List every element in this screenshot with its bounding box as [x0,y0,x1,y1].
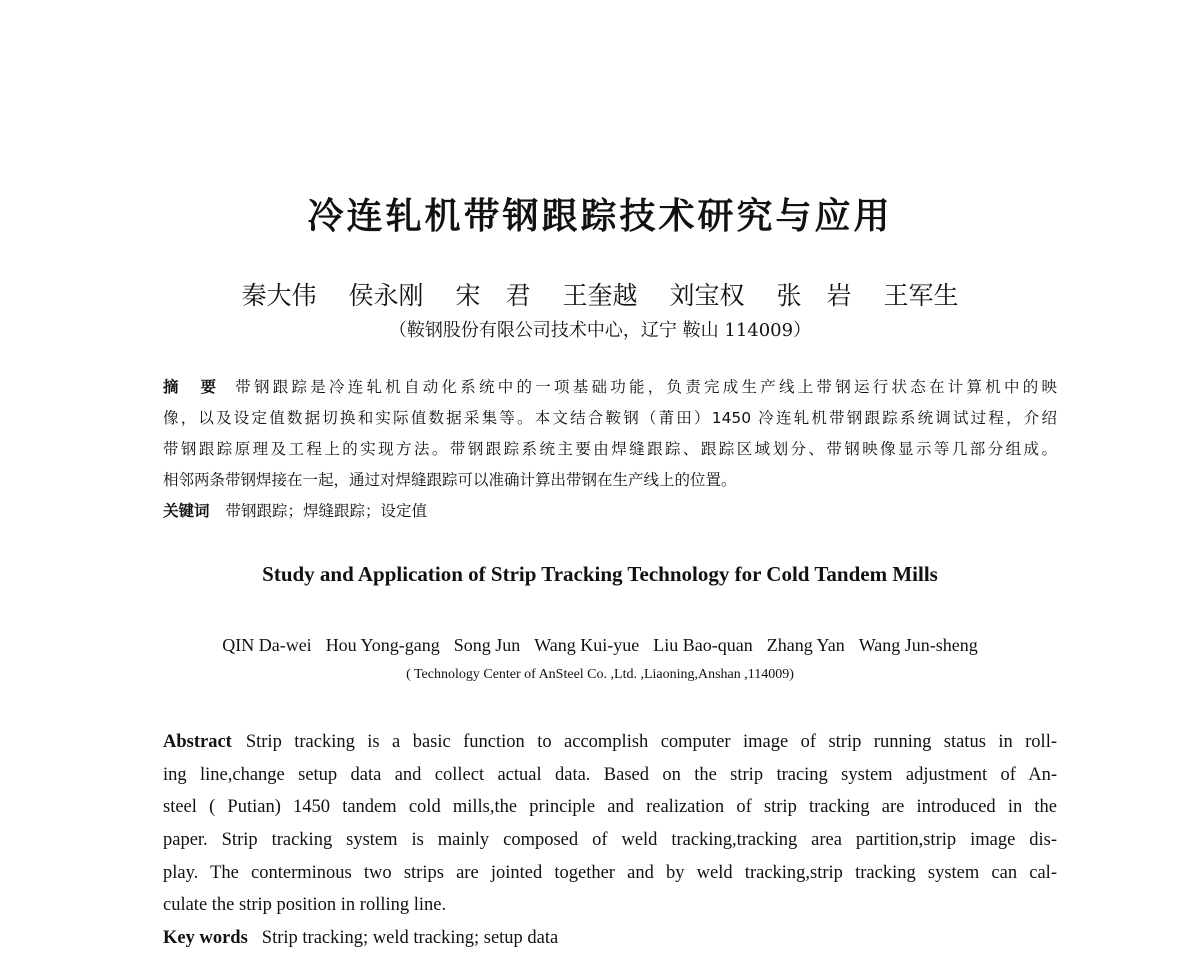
abstract-line: 带钢跟踪原理及工程上的实现方法。带钢跟踪系统主要由焊缝跟踪、跟踪区域划分、带钢映像显示等几部分组成。 [163,440,1057,458]
abstract-line: 像，以及设定值数据切换和实际值数据采集等。本文结合鞍钢（莆田）1450 冷连轧机带钢跟踪系统调试过程，介绍 [163,409,1057,427]
abstract-line: play. The conterminous two strips are jointed together and by weld tracking,strip tracking system can cal- [163,862,1057,883]
author: 刘宝权 [669,281,745,310]
authors-cn [0,276,1200,312]
keywords-label-en: Key words [163,928,248,949]
author: 侯永刚 [348,281,424,310]
affiliation-cn: （鞍钢股份有限公司技术中心，辽宁 鞍山 114009） [388,320,812,341]
author: 张 岩 [776,281,852,310]
author: 王奎越 [562,281,638,310]
paper-title-en: Study and Application of Strip Tracking Technology for Cold Tandem Mills [262,562,938,586]
abstract-cn [163,372,1057,527]
abstract-line: 相邻两条带钢焊接在一起，通过对焊缝跟踪可以准确计算出带钢在生产线上的位置。 [163,471,737,489]
author: 王军生 [883,281,959,310]
author: 宋 君 [455,281,531,310]
keywords-text-en: Strip tracking; weld tracking; setup data [261,928,559,949]
author: QIN Da-wei [222,635,312,655]
abstract-label-cn: 摘 要 [163,378,220,396]
abstract-line: ing line,change setup data and collect actual data. Based on the strip tracing system adjustment of An- [163,764,1057,785]
abstract-label-en: Abstract [163,732,232,752]
abstract-line: steel ( Putian) 1450 tandem cold mills,the principle and realization of strip tracking are introduced in the [163,797,1057,818]
keywords-cn [163,496,1057,527]
authors-en [0,635,1200,656]
abstract-line: paper. Strip tracking system is mainly composed of weld tracking,tracking area partition,strip image dis- [163,830,1057,851]
abstract-line: 带钢跟踪是冷连轧机自动化系统中的一项基础功能，负责完成生产线上带钢运行状态在计算机中的映 [235,378,1057,396]
abstract-en [163,726,1057,955]
author: Zhang Yan [766,635,845,655]
author: Wang Kui-yue [534,635,640,655]
paper-title-cn: 冷连轧机带钢跟踪技术研究与应用 [307,196,893,237]
keywords-en [163,922,1057,955]
author: Hou Yong-gang [325,635,440,655]
abstract-line: Strip tracking is a basic function to accomplish computer image of strip running status in roll- [245,732,1057,752]
affiliation-en: ( Technology Center of AnSteel Co. ,Ltd. ,Liaoning,Anshan ,114009) [406,667,794,682]
keywords-text-cn: 带钢跟踪；焊缝跟踪；设定值 [225,502,428,520]
author: Wang Jun-sheng [858,635,978,655]
abstract-line: culate the strip position in rolling line. [163,895,447,916]
keywords-label-cn: 关键词 [163,502,210,520]
author: Song Jun [453,635,521,655]
author: 秦大伟 [241,281,317,310]
author: Liu Bao-quan [653,635,753,655]
